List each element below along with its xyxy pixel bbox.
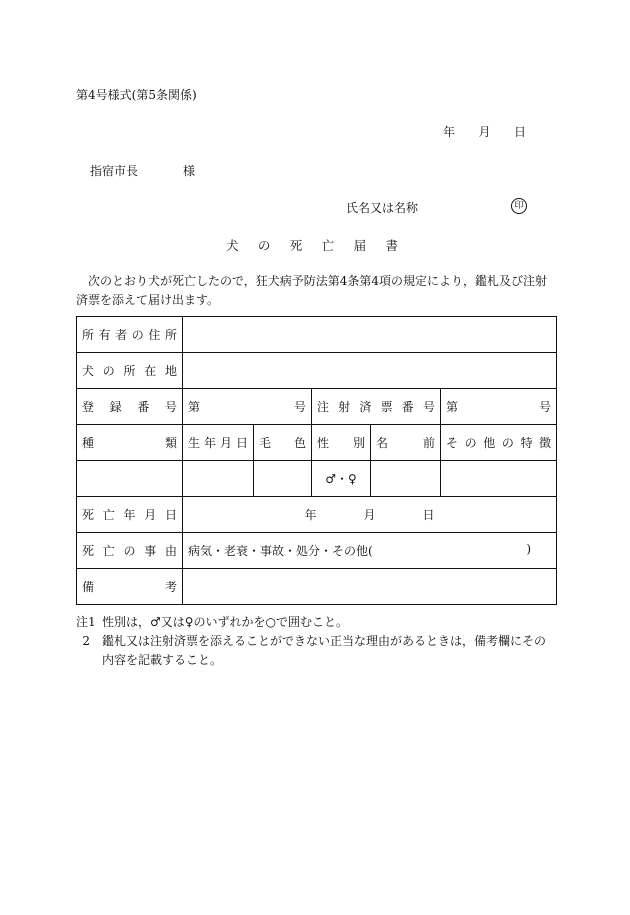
- label-char: 名: [376, 436, 389, 450]
- title-char: の: [257, 238, 271, 253]
- label-char: 月: [219, 436, 232, 450]
- dog-name-field[interactable]: [371, 461, 441, 497]
- cause-label: [82, 542, 177, 559]
- label-char: 番: [137, 400, 150, 414]
- label-char: 類: [164, 436, 177, 450]
- label-char: 毛: [259, 436, 272, 450]
- label-char: 録: [109, 400, 122, 414]
- label-char: 亡: [102, 508, 115, 522]
- features-label: [446, 434, 551, 451]
- coat-color-label: [259, 434, 306, 451]
- breed-label: [82, 434, 177, 451]
- seal-mark: 印: [511, 198, 527, 214]
- label-char: 住: [148, 328, 161, 342]
- label-char: 票: [380, 400, 393, 414]
- label-char: そ: [446, 436, 459, 450]
- dog-location-label: [82, 362, 177, 379]
- note-item: [76, 613, 556, 632]
- label-char: 済: [359, 400, 372, 414]
- label-char: 年: [203, 436, 216, 450]
- label-char: 在: [144, 364, 157, 378]
- label-char: 号: [422, 400, 435, 414]
- birthdate-field[interactable]: [183, 461, 254, 497]
- label-char: 性: [317, 436, 330, 450]
- title-char: 亡: [321, 238, 335, 253]
- label-char: 備: [82, 580, 95, 594]
- cause-close: ): [526, 542, 531, 556]
- sex-label: [317, 434, 365, 451]
- cause-options: 病気・老衰・事故・処分・その他(: [188, 544, 373, 558]
- label-char: 事: [144, 544, 157, 558]
- table-row: [77, 461, 557, 497]
- registration-label: [82, 398, 177, 415]
- label-char: 所: [123, 364, 136, 378]
- registration-prefix: 第: [188, 400, 201, 414]
- label-char: 特: [520, 436, 533, 450]
- label-char: 種: [82, 436, 95, 450]
- label-char: 年: [123, 508, 136, 522]
- intro-paragraph: 次のとおり犬が死亡したので，狂犬病予防法第4条第4項の規定により，鑑札及び注射済票を添えて届け出ます。: [76, 274, 548, 307]
- table-row: [77, 533, 557, 569]
- note-item: [76, 632, 556, 670]
- note-text: 鑑札又は注射済票を添えることができない正当な理由があるときは，備考欄にその内容を記載すること。: [102, 634, 547, 667]
- label-char: 所: [164, 328, 177, 342]
- label-char: の: [464, 436, 477, 450]
- registration-number-field[interactable]: [183, 389, 312, 425]
- label-char: 考: [164, 580, 177, 594]
- date-month: 月: [478, 125, 491, 139]
- label-char: 死: [82, 544, 95, 558]
- title-char: 書: [385, 238, 398, 253]
- note-number: 2: [82, 634, 90, 648]
- death-date-field[interactable]: [183, 497, 557, 533]
- injection-label: [317, 398, 435, 415]
- cause-field[interactable]: [183, 533, 557, 569]
- date-day: 日: [513, 125, 526, 139]
- dog-name-label: [376, 434, 435, 451]
- label-char: 別: [352, 436, 365, 450]
- label-char: 犬: [82, 364, 95, 378]
- label-char: 生: [188, 436, 201, 450]
- title-char: 死: [289, 238, 303, 253]
- addressee: 指宿市長: [90, 164, 139, 178]
- birthdate-label: [188, 434, 248, 451]
- death-year: 年: [304, 508, 317, 522]
- label-char: 地: [164, 364, 177, 378]
- label-char: 射: [338, 400, 351, 414]
- label-char: 亡: [102, 544, 115, 558]
- dog-location-field[interactable]: [183, 353, 557, 389]
- label-char: 前: [422, 436, 435, 450]
- label-char: 号: [164, 400, 177, 414]
- label-char: 月: [144, 508, 157, 522]
- label-char: 日: [235, 436, 248, 450]
- document-title: [226, 236, 398, 254]
- label-char: 者: [115, 328, 128, 342]
- label-char: 由: [164, 544, 177, 558]
- label-char: 登: [82, 400, 95, 414]
- title-char: 届: [353, 238, 367, 253]
- label-char: 他: [483, 436, 496, 450]
- death-month: 月: [363, 508, 376, 522]
- features-field[interactable]: [441, 461, 557, 497]
- table-row: [77, 317, 557, 353]
- table-row: [77, 353, 557, 389]
- breed-field[interactable]: [77, 461, 183, 497]
- injection-number-field[interactable]: [441, 389, 557, 425]
- date-line: [443, 123, 526, 140]
- table-row: [77, 569, 557, 605]
- table-row: [77, 497, 557, 533]
- coat-color-field[interactable]: [254, 461, 312, 497]
- applicant-name-label: 氏名又は名称: [346, 201, 419, 215]
- note-text: 性別は，♂又は♀のいずれかを○で囲むこと。: [102, 615, 349, 629]
- death-date-label: [82, 506, 177, 523]
- label-char: 日: [164, 508, 177, 522]
- label-char: 注: [317, 400, 330, 414]
- death-report-table: [76, 316, 557, 605]
- form-number: 第4号様式(第5条関係): [76, 88, 197, 102]
- label-char: 死: [82, 508, 95, 522]
- addressee-honorific: 様: [183, 164, 196, 178]
- label-char: 所: [82, 328, 95, 342]
- label-char: 有: [98, 328, 111, 342]
- table-row: [77, 425, 557, 461]
- label-char: の: [131, 328, 144, 342]
- label-char: 番: [401, 400, 414, 414]
- registration-suffix: 号: [293, 400, 306, 414]
- label-char: の: [102, 364, 115, 378]
- injection-suffix: 号: [539, 400, 552, 414]
- label-char: 色: [293, 436, 306, 450]
- date-year: 年: [443, 125, 456, 139]
- label-char: 徴: [539, 436, 552, 450]
- remarks-field[interactable]: [183, 569, 557, 605]
- death-day: 日: [422, 508, 435, 522]
- table-row: [77, 389, 557, 425]
- notes: [76, 613, 556, 670]
- remarks-label: [82, 578, 177, 595]
- owner-address-label: [82, 326, 177, 343]
- injection-prefix: 第: [446, 400, 459, 414]
- label-char: の: [123, 544, 136, 558]
- sex-options[interactable]: ♂・♀: [312, 461, 371, 497]
- label-char: の: [501, 436, 514, 450]
- owner-address-field[interactable]: [183, 317, 557, 353]
- title-char: 犬: [226, 238, 239, 253]
- note-number: 注1: [76, 615, 96, 629]
